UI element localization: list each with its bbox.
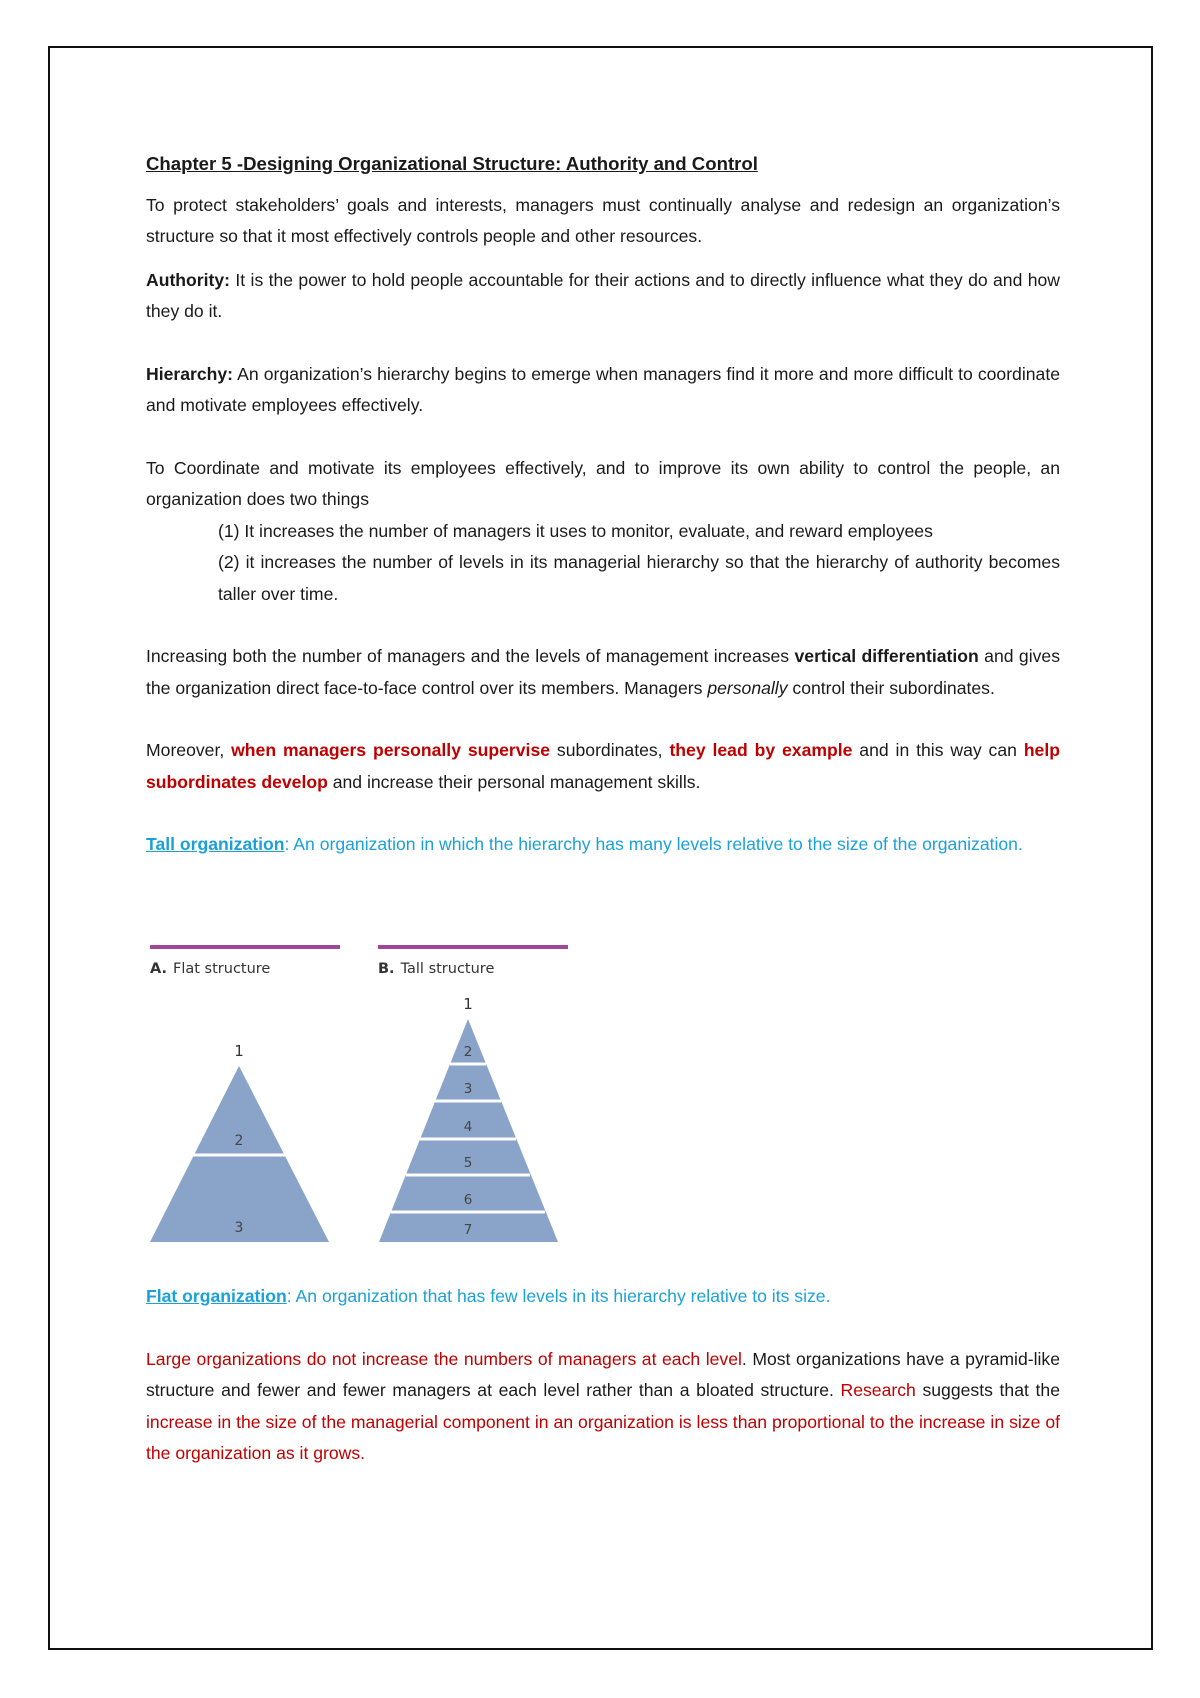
vertical-differentiation-term: vertical differentiation	[794, 646, 979, 666]
highlight-red: when managers personally supervise	[231, 740, 551, 760]
tall-level-label: 1	[463, 995, 473, 1013]
flat-organization-paragraph	[146, 1281, 1060, 1313]
list-item: (1) It increases the number of managers it uses to monitor, evaluate, and reward employees	[218, 520, 933, 541]
flat-organization-text: : An organization that has few levels in its hierarchy relative to its size.	[286, 1286, 831, 1306]
text-run: Moreover,	[146, 740, 232, 760]
tall-organization-text: : An organization in which the hierarchy has many levels relative to the size of the organization.	[284, 834, 1023, 854]
tall-level-label: 5	[463, 1155, 473, 1171]
text-run: and increase their personal management skills.	[327, 771, 701, 792]
text-run: and gives the organization direct face-to-face control over its members. Managers	[146, 646, 1060, 698]
flat-level-label: 2	[234, 1133, 244, 1149]
pyramid-diagram	[150, 945, 630, 1265]
flat-organization-term: Flat organization	[146, 1286, 287, 1306]
hierarchy-paragraph	[146, 359, 1060, 422]
tall-level-label: 7	[463, 1222, 473, 1238]
authority-paragraph	[146, 265, 1060, 328]
authority-term: Authority:	[146, 269, 231, 290]
structure-figure	[150, 945, 630, 1265]
list-item: (2) it increases the number of levels in its managerial hierarchy so that the hierarchy of authority becomes taller over time.	[218, 552, 1060, 604]
highlight-red: they lead by example	[669, 740, 853, 760]
text-run: control their subordinates.	[787, 677, 995, 698]
flat-level-label: 3	[234, 1220, 244, 1236]
hierarchy-term: Hierarchy:	[146, 363, 234, 384]
tall-organization-paragraph	[146, 829, 1060, 861]
highlight-red: increase in the size of the managerial component in an organization is less than proportional to the increase in size of the organization as it grows.	[146, 1411, 1060, 1463]
highlight-red: help subordinates develop	[146, 740, 1060, 792]
tall-organization-term: Tall organization	[146, 834, 285, 854]
flat-level-label: 1	[234, 1042, 244, 1060]
highlight-red: Research	[840, 1380, 916, 1400]
tall-header-bar	[378, 945, 568, 949]
text-run: . Most organizations have a pyramid-like structure and fewer and fewer managers at each level rather than a bloated structure.	[146, 1348, 1060, 1400]
document-body-lower	[146, 1281, 1060, 1470]
emphasis-personally: personally	[707, 677, 788, 698]
coordinate-paragraph: To Coordinate and motivate its employees effectively, and to improve its own ability to control the people, an organization does two things	[146, 457, 1060, 509]
authority-text: It is the power to hold people accountable for their actions and to directly influence what they do and how they do it.	[146, 269, 1060, 321]
tall-structure-title: B. Tall structure	[378, 961, 495, 977]
hierarchy-text: An organization’s hierarchy begins to emerge when managers find it more and more difficult to coordinate and motivate employees effectively.	[146, 363, 1060, 415]
text-run: subordinates,	[550, 740, 670, 760]
tall-level-label: 2	[463, 1044, 473, 1060]
tall-level-label: 6	[463, 1192, 473, 1208]
large-organizations-paragraph	[146, 1344, 1060, 1470]
tall-level-label: 4	[463, 1119, 473, 1135]
intro-paragraph: To protect stakeholders’ goals and interests, managers must continually analyse and redesign an organization’s structure so that it most effectively controls people and other resources.	[146, 194, 1060, 246]
flat-header-bar	[150, 945, 340, 949]
text-run: Increasing both the number of managers and the levels of management increases	[146, 646, 795, 666]
text-run: and in this way can	[852, 740, 1024, 760]
tall-level-label: 3	[463, 1081, 473, 1097]
coordinate-list	[218, 516, 1060, 611]
document-body	[146, 148, 1060, 861]
vertical-differentiation-paragraph	[146, 641, 1060, 704]
highlight-red: Large organizations do not increase the numbers of managers at each level	[146, 1348, 742, 1369]
text-run: suggests that the	[915, 1380, 1060, 1400]
flat-structure-title: A. Flat structure	[150, 961, 271, 977]
moreover-paragraph	[146, 735, 1060, 798]
page-title: Chapter 5 -Designing Organizational Structure: Authority and Control	[146, 153, 758, 174]
